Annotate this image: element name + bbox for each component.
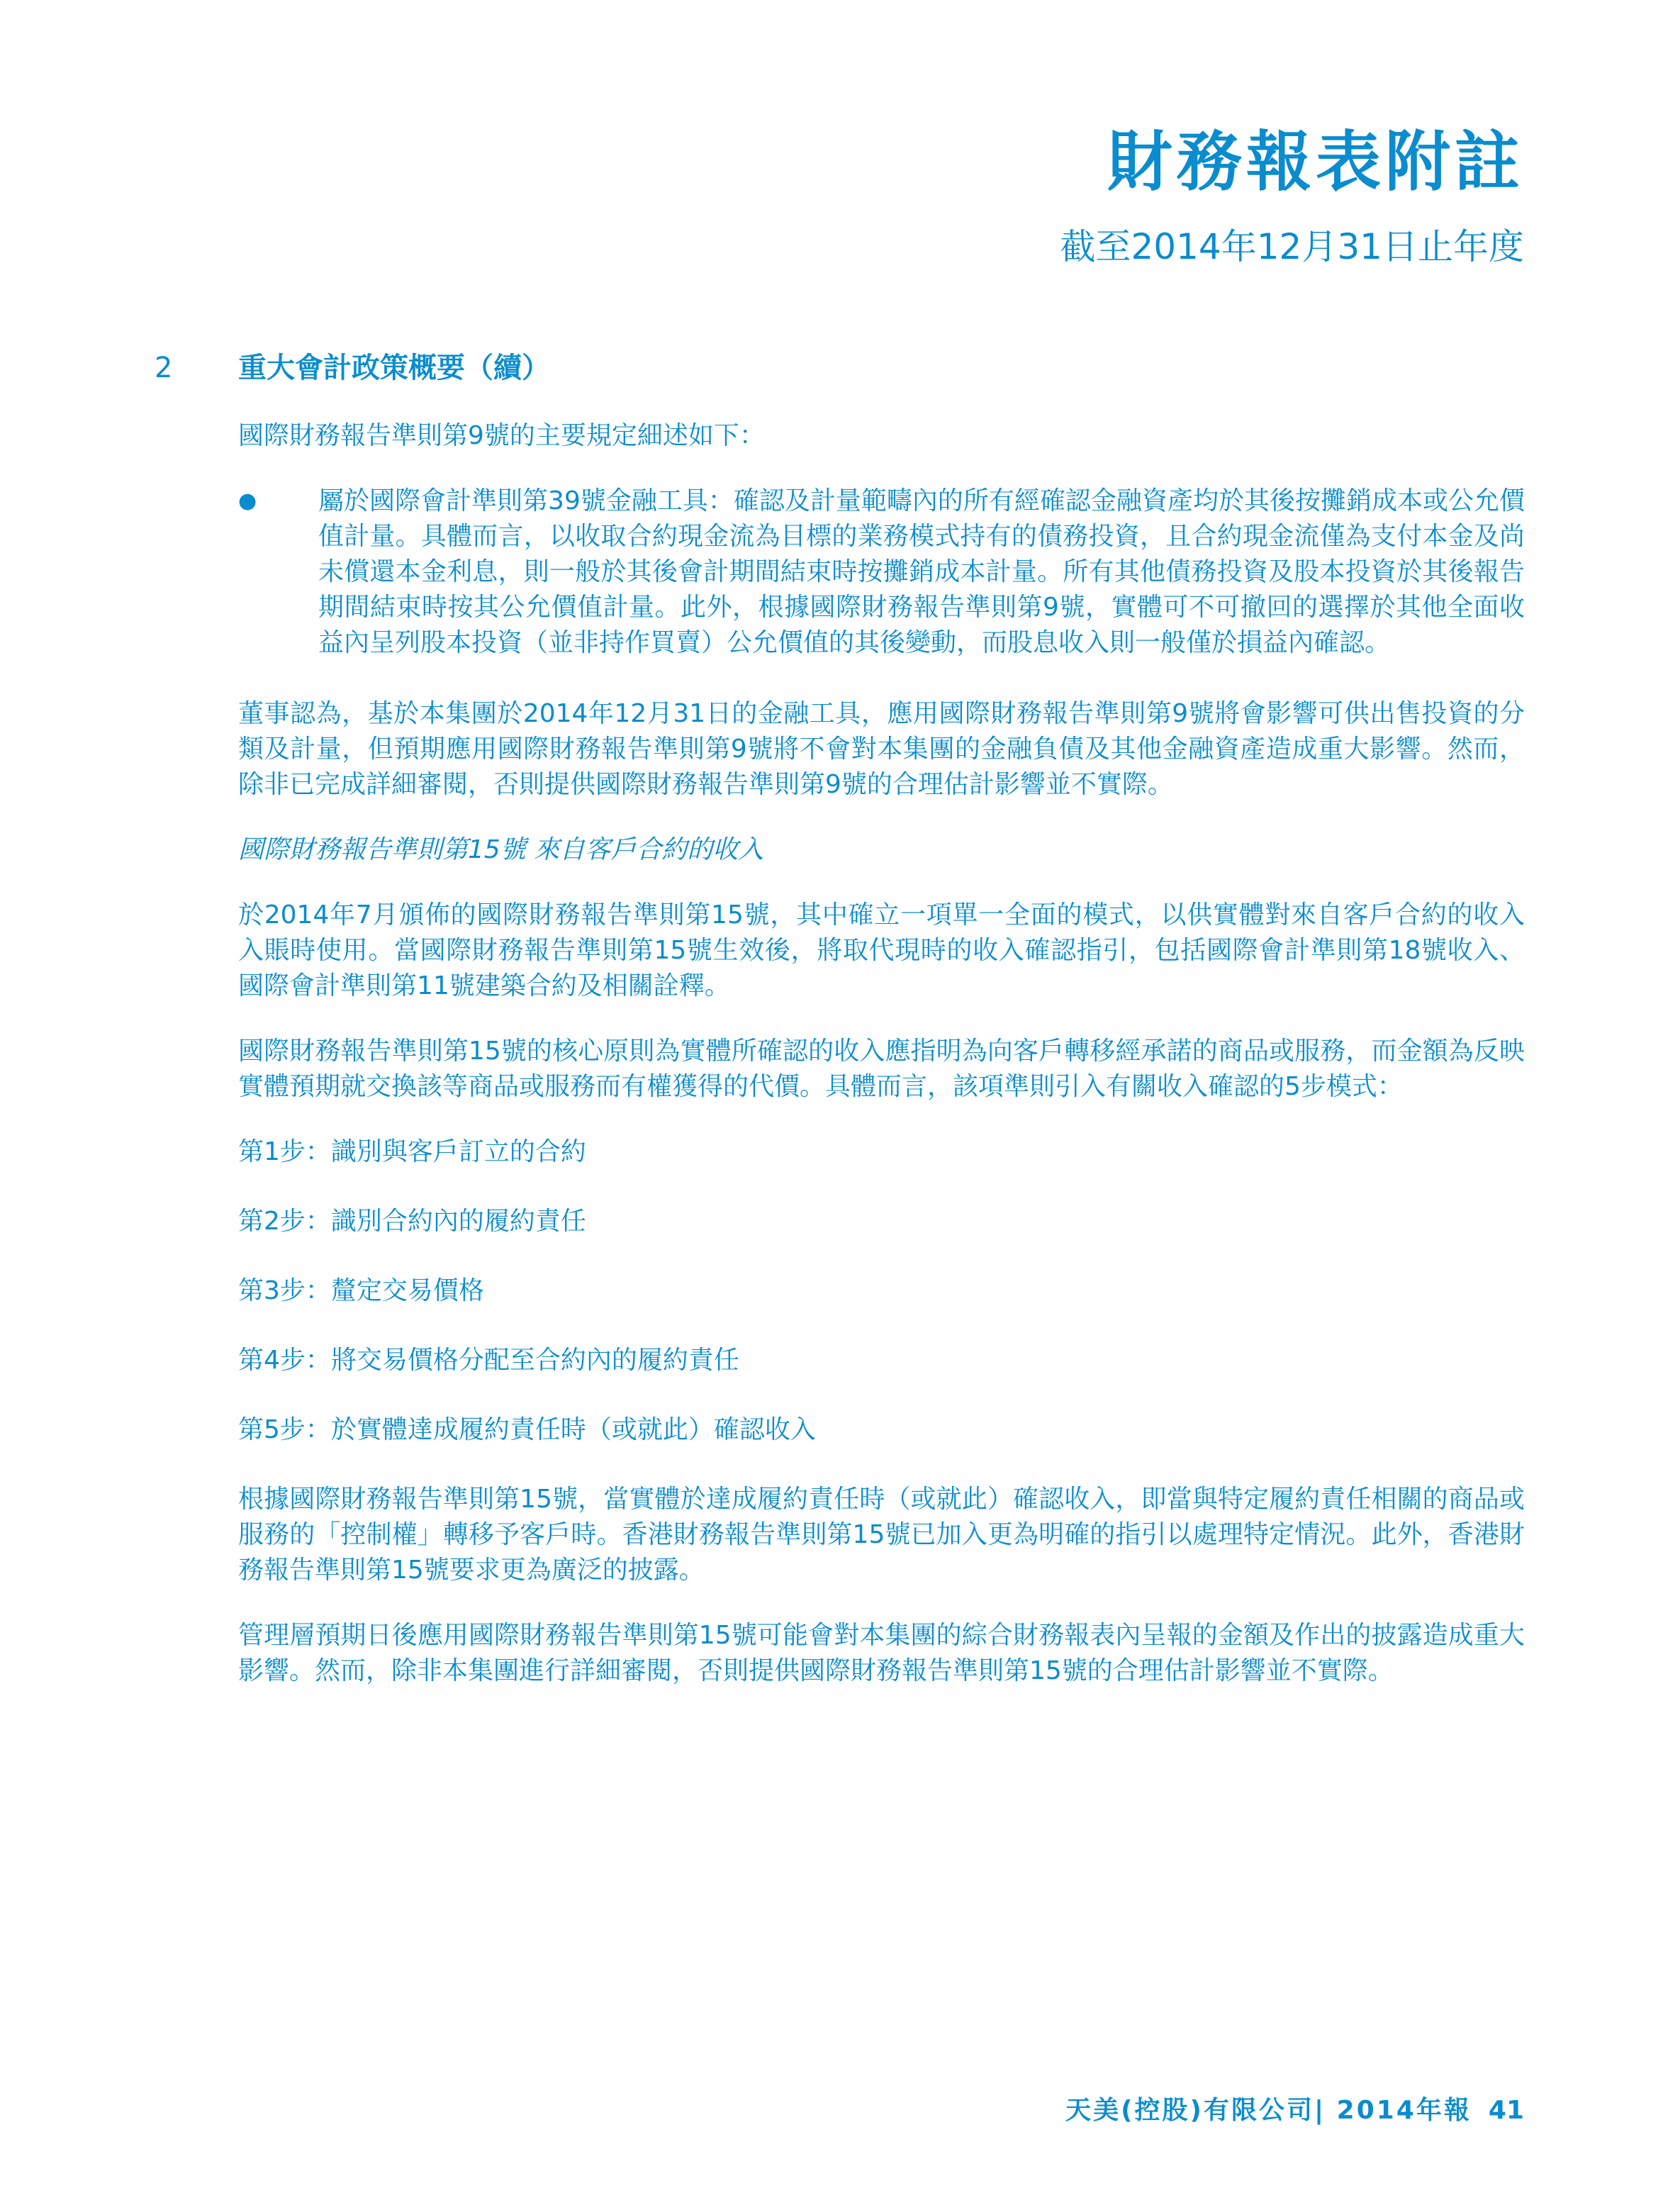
page-footer xyxy=(1065,2090,1524,2126)
page-subtitle: 截至2014年12月31日止年度 xyxy=(1060,226,1524,267)
ifrs15-subheading: 國際財務報告準則第15號 來自客戶合約的收入 xyxy=(238,835,764,864)
section-heading xyxy=(155,345,550,386)
page-title: 財務報表附註 xyxy=(1107,124,1524,200)
bullet-item xyxy=(238,484,1525,661)
body-content xyxy=(238,418,1525,1719)
directors-paragraph: 董事認為，基於本集團於2014年12月31日的金融工具，應用國際財務報告準則第9號將會影響可供出售投資的分類及計量，但預期應用國際財務報告準則第9號將不會對本集團的金融負債及其他金融資產造成重大影響。然而，除非已完成詳細審閱，否則提供國際財務報告準則第9號的合理估計影響並不實際。 xyxy=(238,699,1525,799)
intro-paragraph: 國際財務報告準則第9號的主要規定細述如下： xyxy=(238,421,765,450)
step-4: 第4步：將交易價格分配至合約內的履約責任 xyxy=(238,1346,739,1375)
step-3: 第3步：釐定交易價格 xyxy=(238,1276,484,1305)
page-number: 41 xyxy=(1488,2096,1524,2125)
step-5: 第5步：於實體達成履約責任時（或就此）確認收入 xyxy=(238,1415,816,1444)
ifrs15-issued-paragraph: 於2014年7月頒佈的國際財務報告準則第15號，其中確立一項單一全面的模式，以供實體對來自客戶合約的收入入賬時使用。當國際財務報告準則第15號生效後，將取代現時的收入確認指引，包括國際會計準則第18號收入、國際會計準則第11號建築合約及相關詮釋。 xyxy=(238,900,1525,1000)
step-2: 第2步：識別合約內的履約責任 xyxy=(238,1207,586,1236)
bullet-icon: ● xyxy=(238,489,257,513)
core-principle-paragraph: 國際財務報告準則第15號的核心原則為實體所確認的收入應指明為向客戶轉移經承諾的商品或服務，而金額為反映實體預期就交換該等商品或服務而有權獲得的代價。具體而言，該項準則引入有關收入確認的5步模式： xyxy=(238,1037,1525,1101)
bullet-text: 屬於國際會計準則第39號金融工具：確認及計量範疇內的所有經確認金融資產均於其後按攤銷成本或公允價值計量。具體而言，以收取合約現金流為目標的業務模式持有的債務投資，且合約現金流僅為支付本金及尚未償還本金利息，則一般於其後會計期間結束時按攤銷成本計量。所有其他債務投資及股本投資於其後報告期間結束時按其公允價值計量。此外，根據國際財務報告準則第9號，實體可不可撤回的選擇於其他全面收益內呈列股本投資（並非持作買賣）公允價值的其後變動，而股息收入則一般僅於損益內確認。 xyxy=(318,486,1525,657)
management-paragraph: 管理層預期日後應用國際財務報告準則第15號可能會對本集團的綜合財務報表內呈報的金額及作出的披露造成重大影響。然而，除非本集團進行詳細審閱，否則提供國際財務報告準則第15號的合理估計影響並不實際。 xyxy=(238,1621,1525,1685)
control-paragraph: 根據國際財務報告準則第15號，當實體於達成履約責任時（或就此）確認收入，即當與特定履約責任相關的商品或服務的「控制權」轉移予客戶時。香港財務報告準則第15號已加入更為明確的指引以處理特定情況。此外，香港財務報告準則第15號要求更為廣泛的披露。 xyxy=(238,1485,1525,1585)
step-1: 第1步：識別與客戶訂立的合約 xyxy=(238,1137,586,1166)
section-title: 重大會計政策概要（續） xyxy=(238,352,550,384)
section-number: 2 xyxy=(155,352,173,384)
footer-company-report: 天美(控股)有限公司| 2014年報 xyxy=(1065,2096,1472,2125)
